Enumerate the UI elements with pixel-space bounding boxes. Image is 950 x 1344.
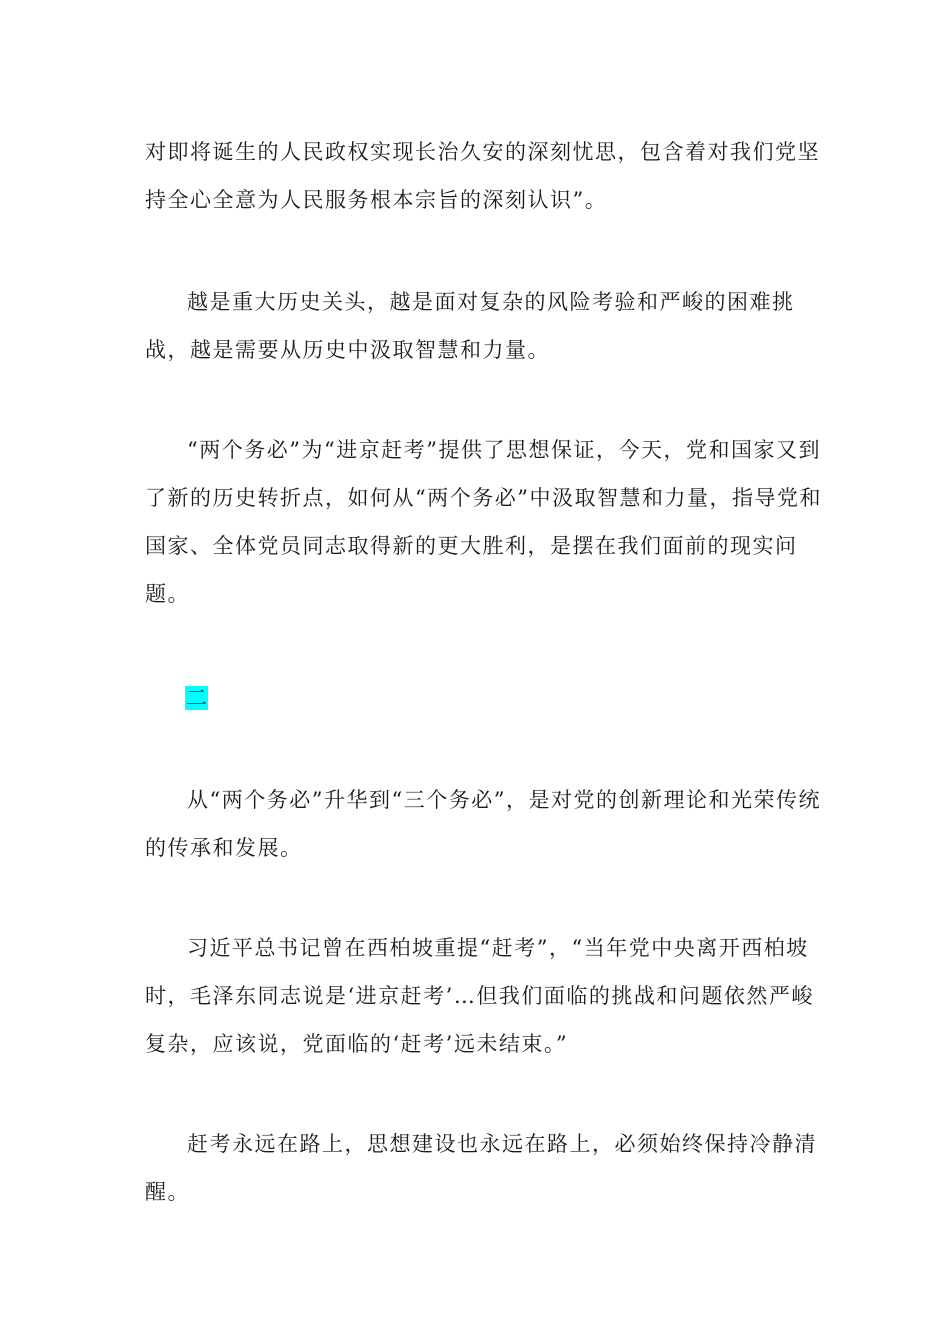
paragraph-6: 赶考永远在路上，思想建设也永远在路上，必须始终保持冷静清醒。 xyxy=(145,1132,817,1204)
paragraph-1: 对即将诞生的人民政权实现长治久安的深刻忧思，包含着对我们党坚持全心全意为人民服务根本宗旨的深刻认识”。 xyxy=(145,140,820,212)
paragraph-5: 习近平总书记曾在西柏坡重提“赶考”，“当年党中央离开西柏坡时，毛泽东同志说是‘进京赶考’…但我们面临的挑战和问题依然严峻复杂，应该说，党面临的‘赶考’远未结束。” xyxy=(145,936,814,1056)
paragraph-4: 从“两个务必”升华到“三个务必”，是对党的创新理论和光荣传统的传承和发展。 xyxy=(145,788,821,860)
paragraph-2: 越是重大历史关头，越是面对复杂的风险考验和严峻的困难挑战，越是需要从历史中汲取智慧和力量。 xyxy=(145,290,795,362)
paragraph-3: “两个务必”为“进京赶考”提供了思想保证，今天，党和国家又到了新的历史转折点，如何从“两个务必”中汲取智慧和力量，指导党和国家、全体党员同志取得新的更大胜利，是摆在我们面前的现实问题。 xyxy=(145,438,822,606)
section-heading: 二 xyxy=(186,686,207,710)
